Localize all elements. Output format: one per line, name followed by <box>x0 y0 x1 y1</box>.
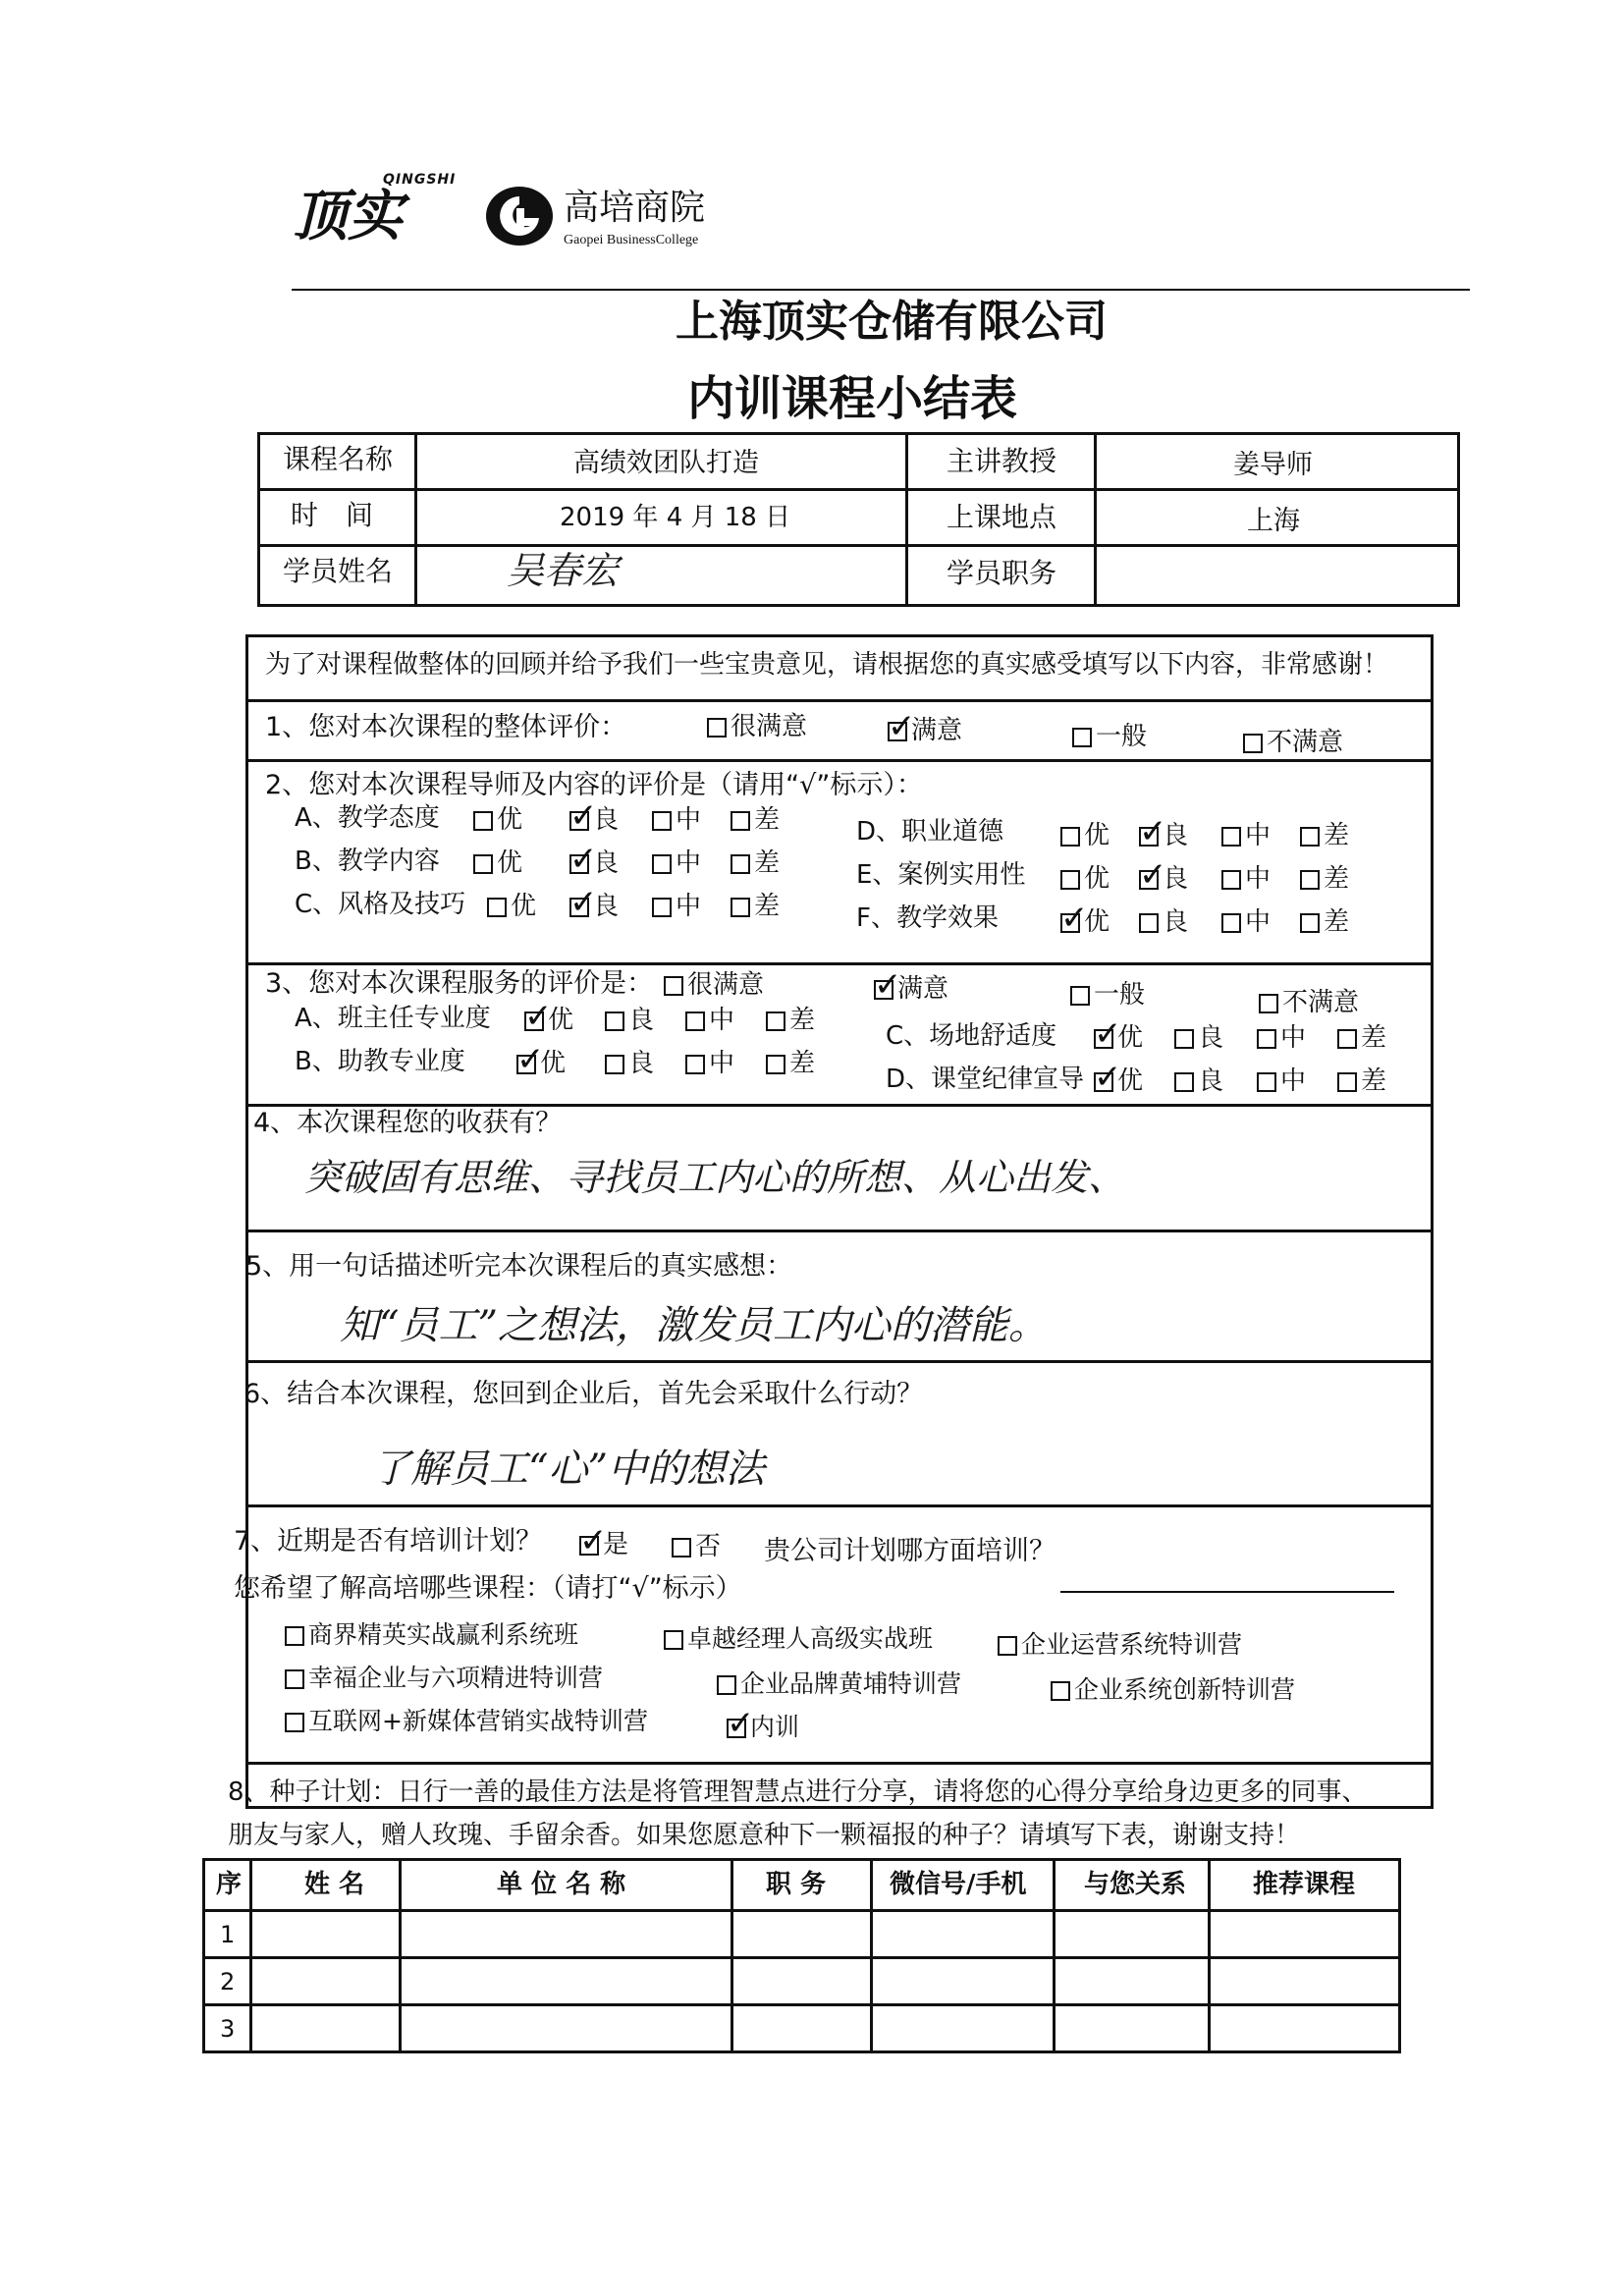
checkbox-checked[interactable] <box>516 1040 545 1079</box>
q4-answer[interactable]: 突破固有思维、寻找员工内心的所想、从心出发、 <box>304 1156 1126 1199</box>
student-name-value: 吴春宏 <box>507 549 620 592</box>
divider-q7 <box>245 1762 1434 1765</box>
q2-grade-option[interactable]: 优 <box>473 807 522 833</box>
company-name: 上海顶实仓储有限公司 <box>676 297 1108 347</box>
check-mark-icon: ✓ <box>1139 812 1167 851</box>
q2-grade-option[interactable]: 优 <box>473 850 522 876</box>
time-label: 时 间 <box>291 499 374 531</box>
q7-course-option[interactable]: 企业系统创新特训营 <box>1051 1677 1295 1702</box>
checkbox-checked[interactable] <box>1139 855 1167 895</box>
checkbox-checked[interactable] <box>579 1521 608 1560</box>
checkbox[interactable] <box>1072 728 1092 747</box>
q6-label: 6、结合本次课程，您回到企业后，首先会采取什么行动？ <box>244 1379 924 1409</box>
q2-row-label: A、教学态度 <box>295 803 440 833</box>
checkbox[interactable] <box>285 1713 304 1732</box>
checkbox[interactable] <box>1174 1072 1194 1092</box>
checkbox[interactable] <box>731 898 750 917</box>
checkbox[interactable] <box>766 1011 785 1031</box>
check-mark-icon: ✓ <box>569 840 598 879</box>
q7-course-option[interactable]: 幸福企业与六项精进特训营 <box>285 1666 603 1690</box>
checkbox[interactable] <box>766 1055 785 1074</box>
q7-option-yes[interactable]: ✓ 是 <box>579 1521 629 1560</box>
q5-answer[interactable]: 知“员工”之想法，激发员工内心的潜能。 <box>340 1303 1048 1348</box>
checkbox[interactable] <box>731 854 750 874</box>
checkbox[interactable] <box>1070 986 1090 1006</box>
course-name-value: 高绩效团队打造 <box>573 448 759 478</box>
checkbox[interactable] <box>605 1055 624 1074</box>
checkbox[interactable] <box>672 1538 691 1558</box>
check-mark-icon: ✓ <box>524 997 553 1036</box>
table-row-number: 2 <box>220 1968 236 1995</box>
seed-plan-table <box>202 1858 1398 2050</box>
checkbox[interactable] <box>707 718 727 738</box>
q5-label: 5、用一句话描述听完本次课程后的真实感想： <box>245 1251 793 1282</box>
q8-line1: 8、种子计划：日行一善的最佳方法是将管理智慧点进行分享，请将您的心得分享给身边更多的同事、 <box>228 1777 1368 1807</box>
q3-grade-option[interactable]: 中 <box>1257 1025 1306 1051</box>
place-value: 上海 <box>1247 506 1300 536</box>
q3-grade-option[interactable]: 差 <box>766 1008 815 1033</box>
checkbox[interactable] <box>664 1630 683 1650</box>
q2-row-label: D、职业道德 <box>856 817 1004 847</box>
q1-label: 1、您对本次课程的整体评价： <box>265 712 627 742</box>
q3-grade-option[interactable]: 中 <box>685 1051 734 1076</box>
table-row-number: 1 <box>220 1921 236 1948</box>
divider-q3 <box>245 1104 1434 1107</box>
checkbox[interactable] <box>1257 1029 1276 1049</box>
check-mark-icon: ✓ <box>569 883 598 922</box>
check-mark-icon: ✓ <box>569 796 598 836</box>
position-label: 学员职务 <box>947 557 1057 589</box>
course-name-label: 课程名称 <box>283 443 394 475</box>
divider-q4 <box>245 1230 1434 1232</box>
checkbox-checked[interactable] <box>727 1704 755 1743</box>
q2-grade-option[interactable]: 差 <box>731 807 780 833</box>
checkbox[interactable] <box>1221 827 1241 847</box>
checkbox[interactable] <box>1221 870 1241 890</box>
q1-option-average[interactable]: 一般 <box>1072 724 1147 749</box>
checkbox[interactable] <box>473 854 493 874</box>
q3-grade-option[interactable]: 中 <box>1257 1068 1306 1094</box>
q2-grade-option[interactable]: 中 <box>1221 823 1271 848</box>
checkbox[interactable] <box>1060 870 1080 890</box>
checkbox-checked[interactable] <box>1060 899 1089 938</box>
q3-row-label: B、助教专业度 <box>295 1047 465 1076</box>
table-header: 推荐课程 <box>1253 1870 1356 1899</box>
q2-grade-option[interactable]: 优 <box>1060 866 1110 892</box>
checkbox[interactable] <box>1221 913 1241 933</box>
checkbox[interactable] <box>1139 913 1159 933</box>
checkbox[interactable] <box>1051 1681 1070 1701</box>
checkbox[interactable] <box>652 854 672 874</box>
q2-grade-option[interactable]: 差 <box>731 894 780 919</box>
checkbox[interactable] <box>664 976 683 996</box>
q3-grade-option[interactable]: 良 <box>605 1008 654 1033</box>
checkbox[interactable] <box>998 1636 1017 1656</box>
q2-grade-option[interactable]: 中 <box>1221 866 1271 892</box>
info-table <box>257 432 1457 604</box>
checkbox[interactable] <box>487 898 507 917</box>
qingshi-logo-small-text: QINGSHI <box>383 172 457 188</box>
checkbox-checked[interactable] <box>874 965 902 1005</box>
check-mark-icon: ✓ <box>874 965 902 1005</box>
time-value: 2019 年 4 月 18 日 <box>560 503 791 532</box>
q7-courses-label: 您希望了解高培哪些课程：（请打“√”标示） <box>234 1573 742 1604</box>
q3-grade-option[interactable]: 良 <box>1174 1025 1223 1051</box>
table-row-number: 3 <box>220 2015 236 2043</box>
q7-course-option[interactable]: 企业品牌黄埔特训营 <box>717 1671 961 1696</box>
table-header: 职 务 <box>766 1870 827 1899</box>
q2-grade-option[interactable]: ✓ 优 <box>1060 899 1110 938</box>
checkbox[interactable] <box>685 1055 705 1074</box>
q2-grade-option[interactable]: ✓ 良 <box>1139 812 1189 851</box>
q2-row-label: B、教学内容 <box>295 847 440 876</box>
check-mark-icon: ✓ <box>1060 899 1089 938</box>
q2-grade-option[interactable]: 差 <box>1300 866 1349 892</box>
checkbox[interactable] <box>1300 913 1320 933</box>
gaopei-logo-en: Gaopei BusinessCollege <box>564 233 699 247</box>
gaopei-logo-cn: 高培商院 <box>564 188 706 228</box>
q7-course-option[interactable]: ✓ 内训 <box>727 1704 800 1743</box>
q2-grade-option[interactable]: 优 <box>487 894 536 919</box>
checkbox-checked[interactable] <box>569 840 598 879</box>
check-mark-icon: ✓ <box>1094 1014 1122 1054</box>
q6-answer[interactable]: 了解员工“心”中的想法 <box>371 1447 765 1492</box>
q2-grade-option[interactable]: 中 <box>652 894 701 919</box>
qingshi-logo-text: 顶实 <box>293 184 403 248</box>
q3-grade-option[interactable]: ✓ 优 <box>516 1040 567 1079</box>
q3-grade-option[interactable]: 差 <box>1337 1068 1386 1094</box>
q2-label: 2、您对本次课程导师及内容的评价是（请用“√”标示）： <box>265 770 923 800</box>
check-mark-icon: ✓ <box>579 1521 608 1560</box>
qingshi-logo <box>293 167 457 255</box>
q2-grade-option[interactable]: 优 <box>1060 823 1110 848</box>
q7-plan-blank-line[interactable] <box>1060 1591 1394 1593</box>
table-header: 序 <box>216 1870 243 1899</box>
table-header: 姓 名 <box>304 1870 365 1899</box>
check-mark-icon: ✓ <box>516 1040 545 1079</box>
q2-row-label: C、风格及技巧 <box>295 890 466 919</box>
checkbox[interactable] <box>285 1669 304 1689</box>
q3-option-average[interactable]: 一般 <box>1070 982 1145 1008</box>
q1-option-dissatisfied[interactable]: 不满意 <box>1243 730 1343 755</box>
q2-row-label: F、教学效果 <box>856 903 999 933</box>
q3-grade-option[interactable]: 差 <box>1337 1025 1386 1051</box>
check-mark-icon: ✓ <box>888 707 916 746</box>
q3-grade-option[interactable]: 差 <box>766 1051 815 1076</box>
checkbox[interactable] <box>1257 1072 1276 1092</box>
q4-label: 4、本次课程您的收获有？ <box>253 1108 563 1138</box>
q7-course-option[interactable]: 互联网+新媒体营销实战特训营 <box>285 1709 648 1733</box>
q3-grade-option[interactable]: ✓ 优 <box>1094 1014 1144 1054</box>
checkbox[interactable] <box>1300 827 1320 847</box>
checkbox[interactable] <box>1174 1029 1194 1049</box>
checkbox[interactable] <box>1060 827 1080 847</box>
form-title: 内训课程小结表 <box>687 371 1018 426</box>
checkbox[interactable] <box>1337 1072 1357 1092</box>
checkbox[interactable] <box>1300 870 1320 890</box>
teacher-label: 主讲教授 <box>947 445 1057 477</box>
q2-grade-option[interactable]: 中 <box>652 807 701 833</box>
divider-q1 <box>245 759 1434 762</box>
checkbox[interactable] <box>717 1675 736 1695</box>
q1-option-very-satisfied[interactable]: 很满意 <box>707 714 807 739</box>
q3-grade-option[interactable]: ✓ 优 <box>1094 1058 1144 1097</box>
q3-row-label: A、班主任专业度 <box>295 1004 491 1033</box>
q3-grade-option[interactable]: 良 <box>1174 1068 1223 1094</box>
q2-grade-option[interactable]: ✓ 良 <box>1139 855 1189 895</box>
place-label: 上课地点 <box>947 501 1057 533</box>
q2-grade-option[interactable]: ✓ 良 <box>569 840 620 879</box>
q3-option-dissatisfied[interactable]: 不满意 <box>1259 990 1359 1015</box>
intro-text: 为了对课程做整体的回顾并给予我们一些宝贵意见，请根据您的真实感受填写以下内容，非常感谢！ <box>265 650 1389 680</box>
q3-grade-option[interactable]: ✓ 优 <box>524 997 574 1036</box>
teacher-value: 姜导师 <box>1233 450 1313 480</box>
q1-option-satisfied[interactable]: ✓ 满意 <box>888 707 963 746</box>
q3-row-label: D、课堂纪律宣导 <box>886 1065 1085 1094</box>
checkbox-checked[interactable] <box>1094 1058 1122 1097</box>
q2-grade-option[interactable]: ✓ 良 <box>569 883 620 922</box>
q7-course-option[interactable]: 卓越经理人高级实战班 <box>664 1626 933 1651</box>
divider-intro <box>245 699 1434 702</box>
divider-q2 <box>245 962 1434 965</box>
q8-line2: 朋友与家人，赠人玫瑰、手留余香。如果您愿意种下一颗福报的种子？请填写下表，谢谢支持！ <box>228 1821 1301 1850</box>
checkbox[interactable] <box>685 1011 705 1031</box>
checkbox[interactable] <box>285 1626 304 1646</box>
check-mark-icon: ✓ <box>1094 1058 1122 1097</box>
table-header: 单 位 名 称 <box>497 1870 626 1899</box>
q7-option-no[interactable]: 否 <box>672 1534 721 1559</box>
header-rule <box>292 289 1470 291</box>
q2-grade-option[interactable]: 中 <box>652 850 701 876</box>
divider-q5 <box>245 1360 1434 1363</box>
q7-course-option[interactable]: 企业运营系统特训营 <box>998 1632 1242 1657</box>
q3-option-satisfied[interactable]: ✓ 满意 <box>874 965 949 1005</box>
q3-label: 3、您对本次课程服务的评价是： <box>265 968 654 999</box>
q7-plan-label: 贵公司计划哪方面培训？ <box>764 1536 1056 1566</box>
q3-option-very-satisfied[interactable]: 很满意 <box>664 972 764 998</box>
q7-course-option[interactable]: 商界精英实战赢利系统班 <box>285 1622 578 1647</box>
check-mark-icon: ✓ <box>727 1704 755 1743</box>
checkbox-checked[interactable] <box>569 883 598 922</box>
checkbox[interactable] <box>473 811 493 831</box>
checkbox[interactable] <box>1243 734 1263 753</box>
q3-row-label: C、场地舒适度 <box>886 1021 1057 1051</box>
divider-q6 <box>245 1504 1434 1507</box>
checkbox[interactable] <box>1259 994 1278 1013</box>
checkbox[interactable] <box>605 1011 624 1031</box>
student-name-label: 学员姓名 <box>283 555 394 587</box>
q2-grade-option[interactable]: 差 <box>1300 823 1349 848</box>
q2-grade-option[interactable]: 差 <box>731 850 780 876</box>
checkbox-checked[interactable] <box>1139 812 1167 851</box>
checkbox[interactable] <box>1337 1029 1357 1049</box>
q2-grade-option[interactable]: 良 <box>1139 909 1188 935</box>
gaopei-logo-mark-icon <box>483 183 556 249</box>
checkbox-checked[interactable] <box>524 997 553 1036</box>
checkbox-checked[interactable] <box>1094 1014 1122 1054</box>
q3-grade-option[interactable]: 良 <box>605 1051 654 1076</box>
checkbox-checked[interactable] <box>888 707 916 746</box>
q7-label: 7、近期是否有培训计划？ <box>234 1526 543 1557</box>
checkbox[interactable] <box>652 811 672 831</box>
q3-grade-option[interactable]: 中 <box>685 1008 734 1033</box>
checkbox[interactable] <box>652 898 672 917</box>
checkbox-checked[interactable] <box>569 796 598 836</box>
checkbox[interactable] <box>731 811 750 831</box>
q2-grade-option[interactable]: 中 <box>1221 909 1271 935</box>
table-header: 微信号/手机 <box>890 1870 1027 1899</box>
q2-grade-option[interactable]: ✓ 良 <box>569 796 620 836</box>
q2-row-label: E、案例实用性 <box>856 860 1026 890</box>
q2-grade-option[interactable]: 差 <box>1300 909 1349 935</box>
gaopei-logo <box>483 183 738 261</box>
check-mark-icon: ✓ <box>1139 855 1167 895</box>
table-header: 与您关系 <box>1084 1870 1187 1899</box>
